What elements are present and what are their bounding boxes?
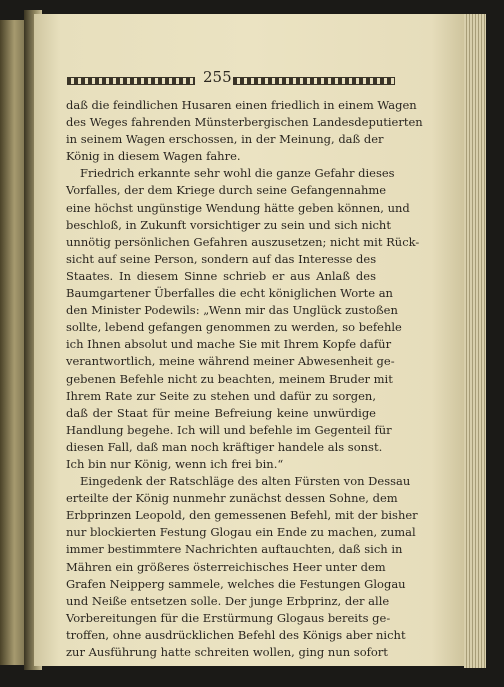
text-line: und Neiße entsetzen solle. Der junge Erbprinz, der alle [66, 593, 390, 608]
text-line: immer bestimmtere Nachrichten auftauchten, daß sich in [66, 542, 403, 557]
text-line: Mähren ein größeres österreichisches Heer unter dem [66, 559, 386, 574]
text-line: König in diesem Wagen fahre. [66, 149, 241, 164]
text-line: Baumgartener Überfalles die echt königlichen Worte an [66, 286, 393, 301]
page-number: 255 [203, 68, 232, 86]
text-line: des Weges fahrenden Münsterbergischen Landesdeputierten [66, 115, 423, 130]
text-line: daß der Staat für meine Befreiung keine unwürdige [66, 405, 376, 420]
text-line: Erbprinzen Leopold, den gemessenen Befehl, mit der bisher [66, 508, 418, 523]
text-line: diesen Fall, daß man noch kräftiger handele als sonst. [66, 439, 383, 454]
body-text [66, 97, 423, 661]
text-line: nur blockierten Festung Glogau ein Ende zu machen, zumal [66, 525, 416, 540]
header-ornament-left [67, 77, 195, 85]
text-line: troffen, ohne ausdrücklichen Befehl des Königs aber nicht [66, 627, 406, 642]
text-line: Ich bin nur König, wenn ich frei bin.“ [66, 456, 284, 471]
text-line: ich Ihnen absolut und mache Sie mit Ihrem Kopfe dafür [66, 337, 392, 352]
text-line: daß die feindlichen Husaren einen friedlich in einem Wagen [66, 98, 417, 112]
text-line: zur Ausführung hatte schreiten wollen, ging nun sofort [66, 645, 388, 659]
text-line: Vorbereitungen für die Erstürmung Glogaus bereits ge- [66, 610, 391, 625]
text-line: Friedrich erkannte sehr wohl die ganze Gefahr dieses [80, 166, 395, 181]
text-line: gebenen Befehle nicht zu beachten, meinem Bruder mit [66, 371, 393, 386]
text-line: Handlung begehe. Ich will und befehle im Gegenteil für [66, 422, 392, 437]
text-line: Staates. In diesem Sinne schrieb er aus Anlaß des [66, 268, 376, 283]
header-ornament-right [233, 77, 395, 85]
text-line: den Minister Podewils: „Wenn mir das Unglück zustoßen [66, 303, 398, 318]
text-line: Vorfalles, der dem Kriege durch seine Gefangennahme [66, 183, 387, 198]
text-line: eine höchst ungünstige Wendung hätte geben können, und [66, 200, 410, 215]
text-line: erteilte der König nunmehr zunächst dessen Sohne, dem [66, 491, 398, 506]
text-line: sicht auf seine Person, sondern auf das Interesse des [66, 251, 377, 266]
text-line: Ihrem Rate zur Seite zu stehen und dafür zu sorgen, [66, 388, 376, 403]
text-line: beschloß, in Zukunft vorsichtiger zu sein und sich nicht [66, 217, 391, 232]
text-line: in seinem Wagen erschossen, in der Meinung, daß der [66, 132, 384, 147]
text-line: sollte, lebend gefangen genommen zu werden, so befehle [66, 320, 402, 335]
page-header [67, 70, 397, 90]
text-line: Eingedenk der Ratschläge des alten Fürsten von Dessau [80, 474, 411, 489]
page-edges [464, 14, 486, 668]
left-page-edge [0, 20, 26, 665]
text-line: verantwortlich, meine während meiner Abwesenheit ge- [66, 354, 395, 369]
text-line: unnötig persönlichen Gefahren auszusetzen; nicht mit Rück- [66, 234, 420, 249]
text-line: Grafen Neipperg sammele, welches die Festungen Glogau [66, 576, 406, 591]
